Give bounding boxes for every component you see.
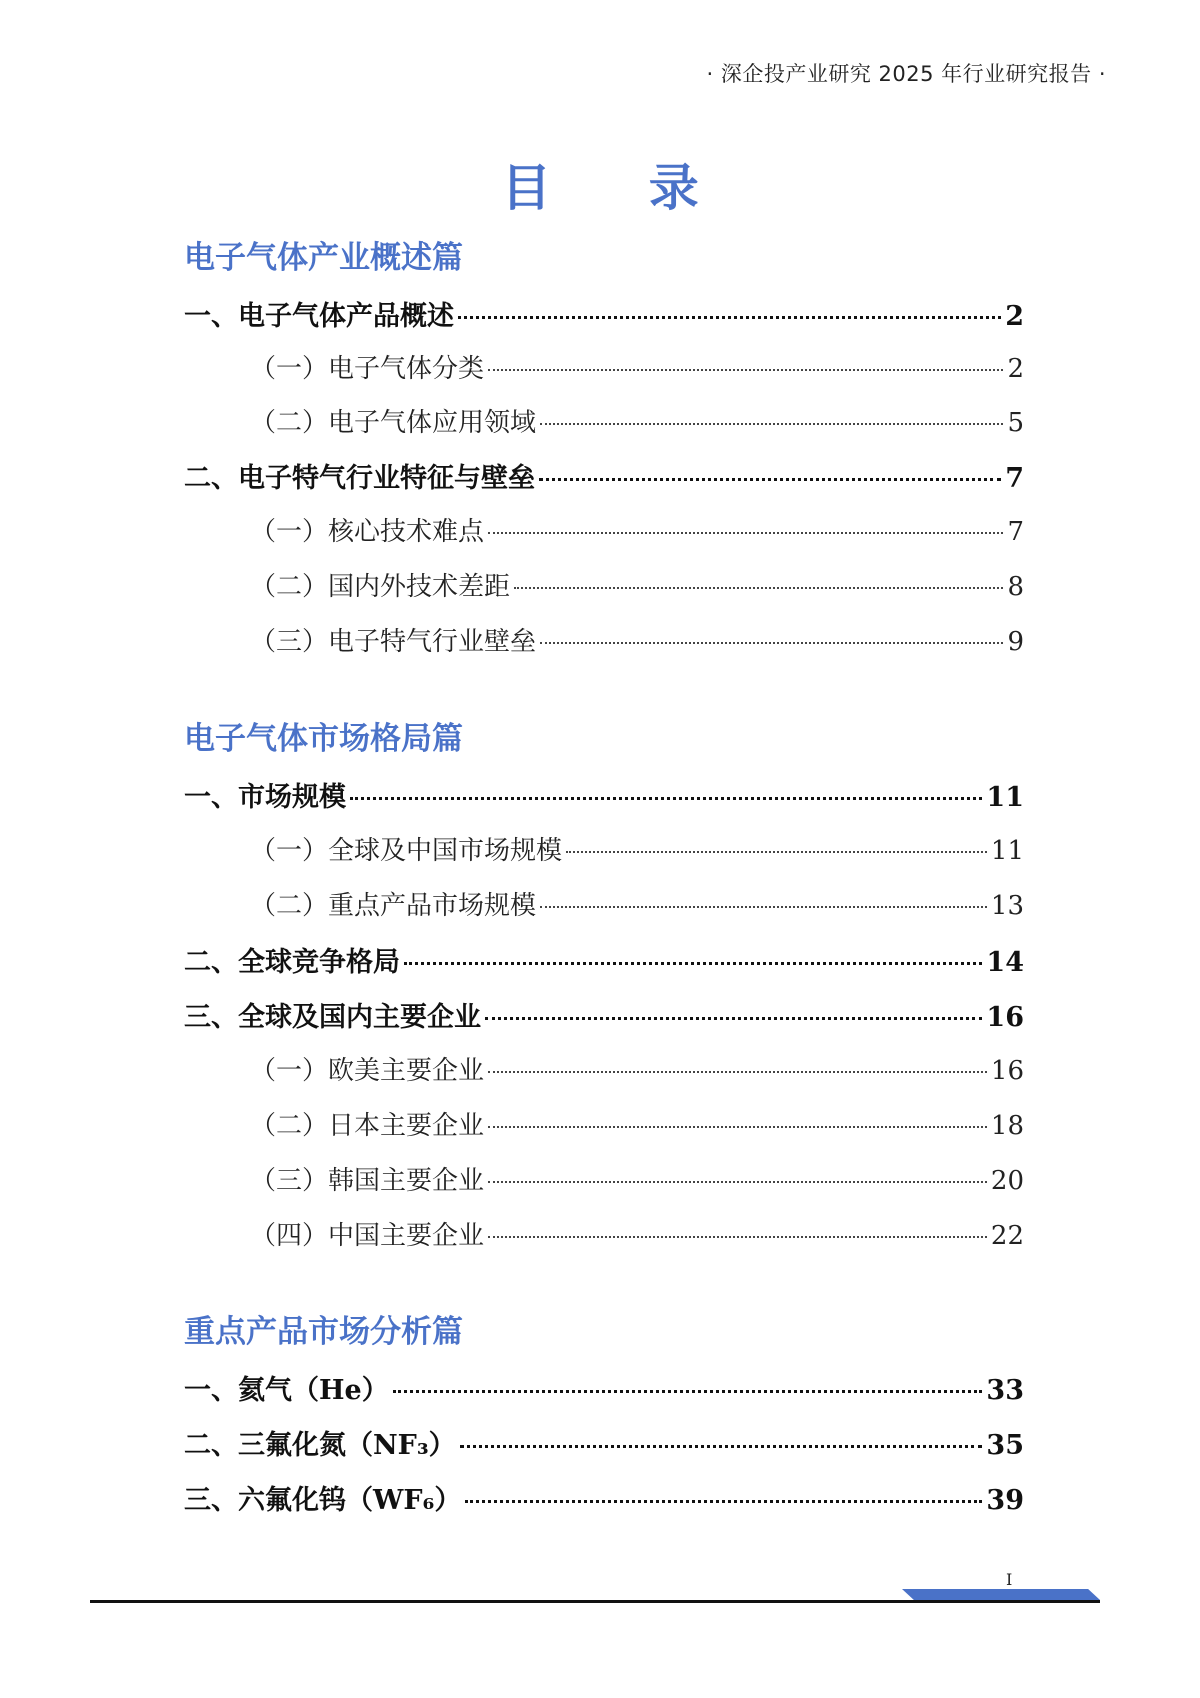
toc-entry-label: （一）核心技术难点 xyxy=(250,517,485,547)
toc-entry[interactable] xyxy=(250,348,1024,385)
dot-leader xyxy=(539,478,1001,481)
toc-entry[interactable] xyxy=(184,456,1024,495)
toc-entry-page: 9 xyxy=(1007,627,1024,657)
dot-leader xyxy=(488,1181,987,1183)
toc-entry-label: 三、全球及国内主要企业 xyxy=(184,1002,481,1033)
dot-leader xyxy=(350,797,982,800)
page-number: I xyxy=(1006,1570,1013,1589)
toc-entry-label: 一、氦气（He） xyxy=(184,1375,389,1406)
dot-leader xyxy=(540,423,1003,425)
toc-entry-page: 20 xyxy=(990,1166,1024,1196)
dot-leader xyxy=(488,369,1003,371)
toc-entry-label: （二）国内外技术差距 xyxy=(250,572,511,602)
dot-leader xyxy=(566,851,987,853)
toc-entry-label: （四）中国主要企业 xyxy=(250,1221,485,1251)
toc-entry-label: （二）重点产品市场规模 xyxy=(250,891,537,921)
toc-entry-page: 35 xyxy=(986,1430,1024,1461)
report-header: · 深企投产业研究 2025 年行业研究报告 · xyxy=(706,62,1106,86)
toc-entry-label: 二、全球竞争格局 xyxy=(184,947,400,978)
toc-entry[interactable] xyxy=(250,830,1024,867)
toc-entry-label: （一）电子气体分类 xyxy=(250,354,485,384)
toc-entry[interactable] xyxy=(184,995,1024,1034)
toc-entry-page: 7 xyxy=(1007,517,1024,547)
toc-entry[interactable] xyxy=(250,885,1024,922)
toc-entry-page: 39 xyxy=(986,1485,1024,1516)
toc-entry-label: 一、市场规模 xyxy=(184,782,346,813)
dot-leader xyxy=(488,1126,987,1128)
toc-entry[interactable] xyxy=(184,775,1024,814)
toc-entry[interactable] xyxy=(184,1478,1024,1517)
dot-leader xyxy=(460,1445,983,1448)
dot-leader xyxy=(488,532,1003,534)
toc-entry[interactable] xyxy=(184,1368,1024,1407)
toc-entry-label: 一、电子气体产品概述 xyxy=(184,301,454,332)
toc-entry-page: 11 xyxy=(986,782,1024,813)
toc-entry-label: （二）电子气体应用领域 xyxy=(250,408,537,438)
footer-rule xyxy=(90,1600,1100,1603)
toc-entry[interactable] xyxy=(250,1105,1024,1142)
toc-entry[interactable] xyxy=(184,940,1024,979)
toc-entry-page: 16 xyxy=(986,1002,1024,1033)
toc-entry-page: 2 xyxy=(1005,301,1024,332)
dot-leader xyxy=(465,1500,982,1503)
toc-entry[interactable] xyxy=(184,294,1024,333)
toc-entry-label: （一）欧美主要企业 xyxy=(250,1056,485,1086)
section-heading-market[interactable]: 电子气体市场格局篇 xyxy=(184,721,463,757)
dot-leader xyxy=(485,1017,982,1020)
toc-entry-page: 33 xyxy=(986,1375,1024,1406)
toc-entry[interactable] xyxy=(250,1050,1024,1087)
toc-entry-label: （三）韩国主要企业 xyxy=(250,1166,485,1196)
toc-title: 目 录 xyxy=(501,159,739,217)
toc-entry-page: 13 xyxy=(990,891,1024,921)
toc-entry[interactable] xyxy=(250,566,1024,603)
toc-entry[interactable] xyxy=(250,1160,1024,1197)
section-heading-products[interactable]: 重点产品市场分析篇 xyxy=(184,1314,463,1350)
toc-entry-page: 5 xyxy=(1007,408,1024,438)
toc-entry[interactable] xyxy=(250,1215,1024,1252)
toc-entry-page: 7 xyxy=(1005,463,1024,494)
dot-leader xyxy=(488,1071,987,1073)
toc-entry-page: 14 xyxy=(986,947,1024,978)
footer-accent-bar xyxy=(902,1589,1100,1600)
dot-leader xyxy=(393,1390,983,1393)
toc-entry[interactable] xyxy=(250,511,1024,548)
toc-entry-label: （三）电子特气行业壁垒 xyxy=(250,627,537,657)
toc-entry-label: 三、六氟化钨（WF₆） xyxy=(184,1485,462,1516)
dot-leader xyxy=(514,587,1003,589)
toc-entry-label: 二、三氟化氮（NF₃） xyxy=(184,1430,456,1461)
toc-entry-page: 16 xyxy=(990,1056,1024,1086)
toc-entry[interactable] xyxy=(250,402,1024,439)
toc-entry-page: 18 xyxy=(990,1111,1024,1141)
dot-leader xyxy=(458,316,1001,319)
toc-entry-label: （一）全球及中国市场规模 xyxy=(250,836,563,866)
toc-entry-label: 二、电子特气行业特征与壁垒 xyxy=(184,463,535,494)
dot-leader xyxy=(540,642,1003,644)
toc-entry-page: 2 xyxy=(1007,354,1024,384)
dot-leader xyxy=(488,1236,987,1238)
toc-entry-page: 8 xyxy=(1007,572,1024,602)
dot-leader xyxy=(540,906,987,908)
dot-leader xyxy=(404,962,982,965)
toc-entry-page: 22 xyxy=(990,1221,1024,1251)
toc-entry[interactable] xyxy=(184,1423,1024,1462)
toc-entry-page: 11 xyxy=(990,836,1024,866)
toc-entry[interactable] xyxy=(250,621,1024,658)
section-heading-overview[interactable]: 电子气体产业概述篇 xyxy=(184,240,463,276)
toc-entry-label: （二）日本主要企业 xyxy=(250,1111,485,1141)
